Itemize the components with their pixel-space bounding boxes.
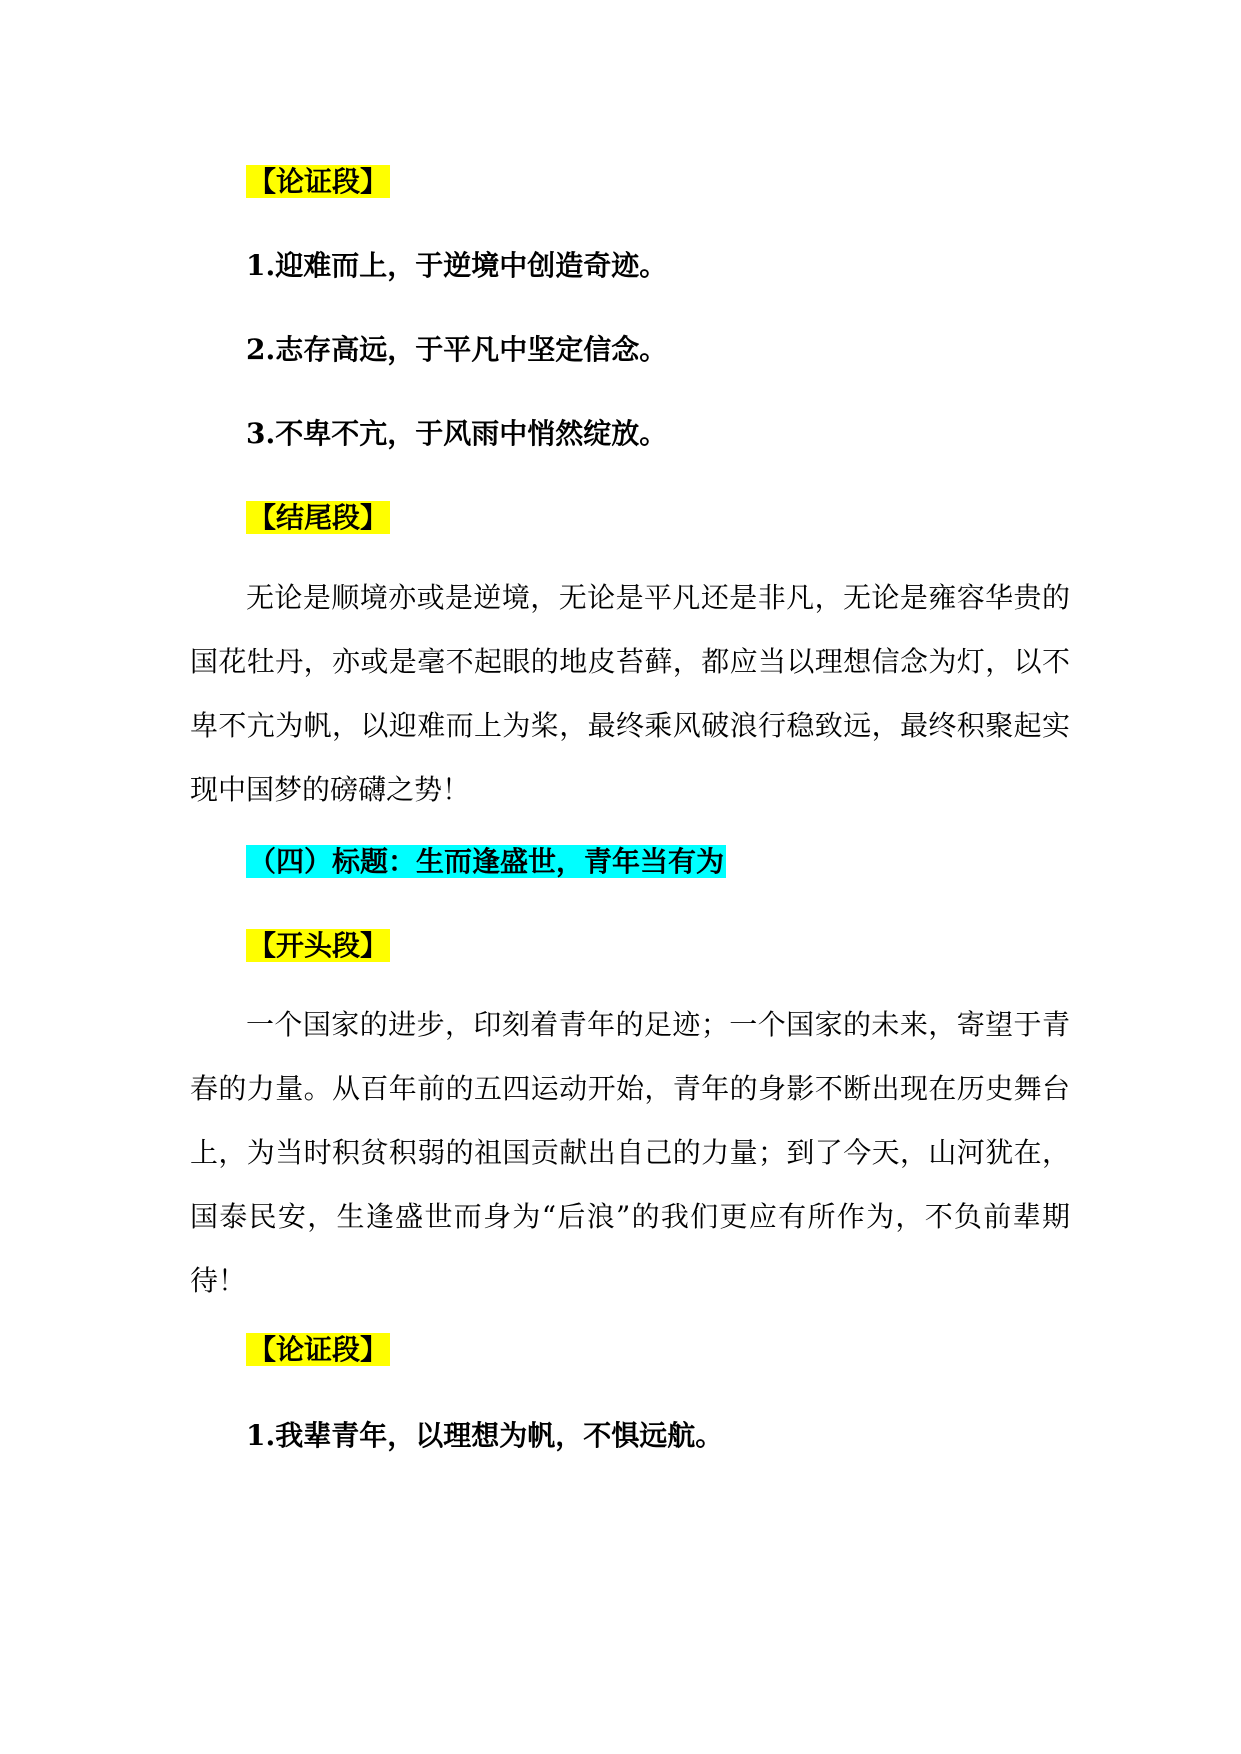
highlight-label: 【论证段】: [248, 1333, 389, 1366]
highlight-label: 【开头段】: [248, 929, 389, 962]
argument-point-2: 2.志存高远，于平凡中坚定信念。: [246, 333, 668, 366]
heading-opening: [246, 926, 390, 966]
highlight-title: （四）标题：生而逢盛世，青年当有为: [248, 845, 725, 878]
heading-argument-1: [246, 162, 390, 202]
highlight-label: 【结尾段】: [248, 501, 389, 534]
highlight-label: 【论证段】: [248, 165, 389, 198]
heading-ending: [246, 498, 390, 538]
title-four: [246, 842, 726, 882]
argument-point-3: 3.不卑不亢，于风雨中悄然绽放。: [246, 417, 668, 450]
ending-paragraph: 无论是顺境亦或是逆境，无论是平凡还是非凡，无论是雍容华贵的国花牡丹，亦或是毫不起眼的地皮苔藓，都应当以理想信念为灯，以不卑不亢为帆，以迎难而上为桨，最终乘风破浪行稳致远，最终积聚起实现中国梦的磅礴之势！: [190, 581, 1070, 806]
argument-point-1: 1.迎难而上，于逆境中创造奇迹。: [246, 249, 668, 282]
opening-paragraph: 一个国家的进步，印刻着青年的足迹；一个国家的未来，寄望于青春的力量。从百年前的五四运动开始，青年的身影不断出现在历史舞台上，为当时积贫积弱的祖国贡献出自己的力量；到了今天，山河犹在，国泰民安，生逢盛世而身为“后浪”的我们更应有所作为，不负前辈期待！: [190, 1008, 1070, 1297]
argument-point-4: 1.我辈青年，以理想为帆，不惧远航。: [246, 1419, 724, 1452]
heading-argument-2: [246, 1330, 390, 1370]
